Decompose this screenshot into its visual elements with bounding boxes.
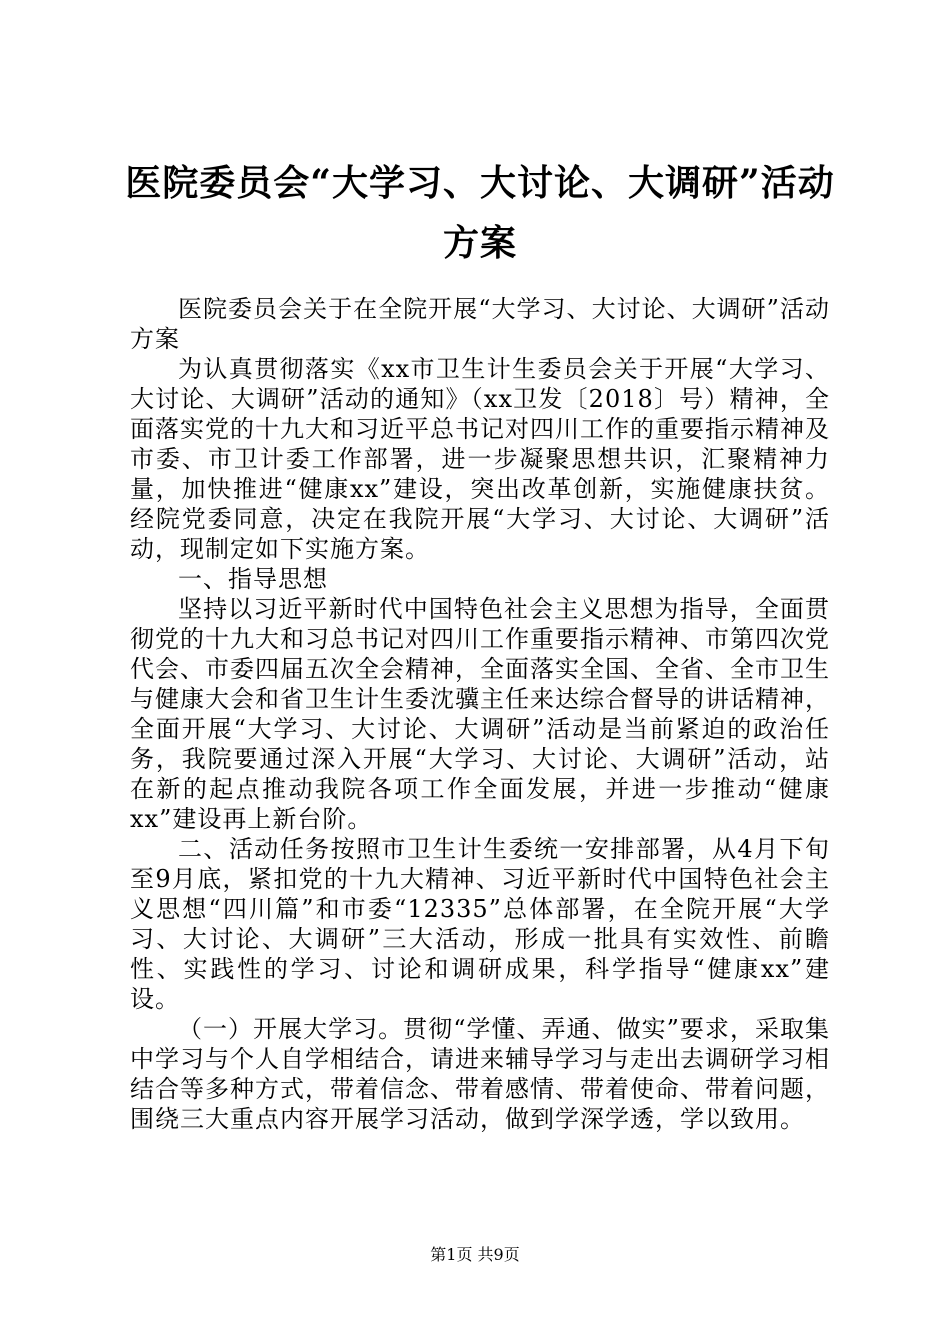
document-title-line-2: 方案	[442, 222, 517, 264]
page-footer: 第1页 共9页	[430, 1245, 520, 1264]
document-title-line-1: 医院委员会“大学习、大讨论、大调研”活动	[125, 162, 835, 204]
paragraph-guiding-thought: 坚持以习近平新时代中国特色社会主义思想为指导，全面贯彻党的十九大和习总书记对四川工作重要指示精神、市第四次党代会、市委四届五次全会精神，全面落实全国、全省、全市卫生与健康大会和省卫生计生委沈骥主任来达综合督导的讲话精神，全面开展“大学习、大讨论、大调研”活动是当前紧迫的政治任务，我院要通过深入开展“大学习、大讨论、大调研”活动，站在新的起点推动我院各项工作全面发展，并进一步推动“健康xx”建设再上新台阶。	[130, 595, 830, 833]
section-heading-guiding-thought: 一、指导思想	[178, 565, 328, 593]
paragraph-activity-tasks: 二、活动任务按照市卫生计生委统一安排部署，从4月下旬至9月底，紧扣党的十九大精神、习近平新时代中国特色社会主义思想“四川篇”和市委“12335”总体部署，在全院开展“大学习、大讨论、大调研”三大活动，形成一批具有实效性、前瞻性、实践性的学习、讨论和调研成果，科学指导“健康xx”建设。	[130, 835, 830, 1013]
paragraph-big-study: （一）开展大学习。贯彻“学懂、弄通、做实”要求，采取集中学习与个人自学相结合，请进来辅导学习与走出去调研学习相结合等多种方式，带着信念、带着感情、带着使命、带着问题，围绕三大重点内容开展学习活动，做到学深学透，学以致用。	[130, 1015, 830, 1133]
document-body	[130, 294, 830, 1134]
paragraph-plan-heading: 医院委员会关于在全院开展“大学习、大讨论、大调研”活动方案	[130, 295, 830, 353]
paragraph-introduction: 为认真贯彻落实《xx市卫生计生委员会关于开展“大学习、大讨论、大调研”活动的通知》（xx卫发〔2018〕号）精神，全面落实党的十九大和习近平总书记对四川工作的重要指示精神及市委、市卫计委工作部署，进一步凝聚思想共识，汇聚精神力量，加快推进“健康xx”建设，突出改革创新，实施健康扶贫。经院党委同意，决定在我院开展“大学习、大讨论、大调研”活动，现制定如下实施方案。	[130, 355, 830, 563]
